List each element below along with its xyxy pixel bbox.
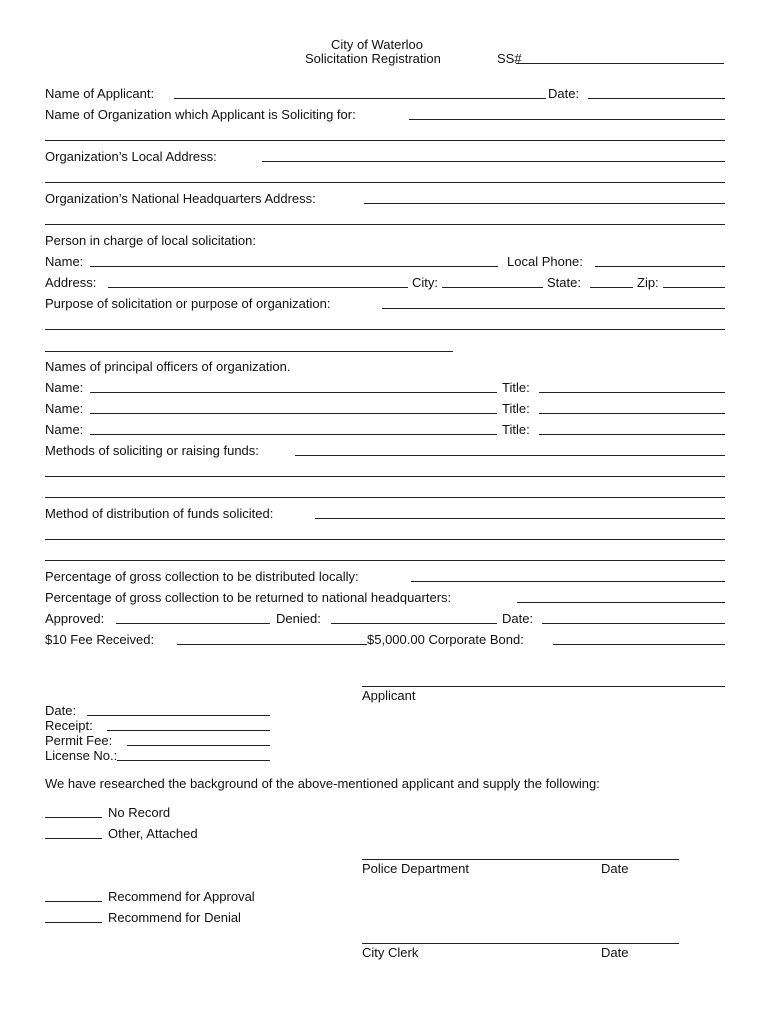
- zip-label: Zip:: [637, 275, 659, 290]
- applicant-name-field[interactable]: [174, 98, 546, 99]
- pct-local-field[interactable]: [411, 581, 725, 582]
- officer-2-name-label: Name:: [45, 401, 84, 416]
- pct-national-label: Percentage of gross collection to be returned to national headquarters:: [45, 590, 452, 605]
- principal-officers-heading: Names of principal officers of organization.: [45, 359, 291, 374]
- permit-fee-label: Permit Fee:: [45, 733, 113, 748]
- recommend-denial-blank[interactable]: [45, 922, 102, 923]
- officer-1-name-label: Name:: [45, 380, 84, 395]
- officer-3-name-field[interactable]: [90, 434, 497, 435]
- city-label: City:: [412, 275, 438, 290]
- police-signature-line[interactable]: [362, 859, 679, 860]
- national-hq-label: Organization’s National Headquarters Address:: [45, 191, 316, 206]
- distribution-field-3[interactable]: [45, 560, 725, 561]
- person-address-field[interactable]: [108, 287, 408, 288]
- purpose-field-3[interactable]: [45, 351, 453, 352]
- pct-local-label: Percentage of gross collection to be distributed locally:: [45, 569, 359, 584]
- approved-field[interactable]: [116, 623, 270, 624]
- officer-3-title-label: Title:: [502, 422, 530, 437]
- office-date-field[interactable]: [87, 715, 270, 716]
- methods-label: Methods of soliciting or raising funds:: [45, 443, 259, 458]
- local-address-label: Organization’s Local Address:: [45, 149, 217, 164]
- receipt-field[interactable]: [107, 730, 270, 731]
- organization-name-field[interactable]: [409, 119, 725, 120]
- state-field[interactable]: [590, 287, 633, 288]
- purpose-label: Purpose of solicitation or purpose of organization:: [45, 296, 331, 311]
- methods-field-3[interactable]: [45, 497, 725, 498]
- local-address-field-2[interactable]: [45, 182, 725, 183]
- recommend-approval-label: Recommend for Approval: [108, 889, 255, 904]
- other-attached-label: Other, Attached: [108, 826, 198, 841]
- officer-2-name-field[interactable]: [90, 413, 497, 414]
- other-attached-blank[interactable]: [45, 838, 102, 839]
- officer-1-title-label: Title:: [502, 380, 530, 395]
- approval-date-label: Date:: [502, 611, 534, 626]
- person-address-label: Address:: [45, 275, 97, 290]
- officer-3-name-label: Name:: [45, 422, 84, 437]
- national-hq-field-2[interactable]: [45, 224, 725, 225]
- corporate-bond-field[interactable]: [553, 644, 725, 645]
- corporate-bond-label: $5,000.00 Corporate Bond:: [367, 632, 524, 647]
- denied-field[interactable]: [331, 623, 497, 624]
- national-hq-field[interactable]: [364, 203, 725, 204]
- clerk-signature-line[interactable]: [362, 943, 679, 944]
- approved-label: Approved:: [45, 611, 105, 626]
- officer-2-title-field[interactable]: [539, 413, 725, 414]
- officer-3-title-field[interactable]: [539, 434, 725, 435]
- no-record-blank[interactable]: [45, 817, 102, 818]
- organization-name-field-2[interactable]: [45, 140, 725, 141]
- city-title: City of Waterloo: [331, 37, 423, 52]
- approval-date-field[interactable]: [542, 623, 725, 624]
- distribution-field[interactable]: [315, 518, 725, 519]
- applicant-signature-label: Applicant: [362, 688, 416, 703]
- no-record-label: No Record: [108, 805, 171, 820]
- ss-label: SS#: [497, 51, 522, 66]
- methods-field-2[interactable]: [45, 476, 725, 477]
- license-no-field[interactable]: [117, 760, 270, 761]
- purpose-field-2[interactable]: [45, 329, 725, 330]
- date-label: Date:: [548, 86, 580, 101]
- city-clerk-label: City Clerk: [362, 945, 419, 960]
- office-date-label: Date:: [45, 703, 77, 718]
- local-phone-label: Local Phone:: [507, 254, 583, 269]
- police-department-label: Police Department: [362, 861, 469, 876]
- date-field[interactable]: [588, 98, 725, 99]
- officer-2-title-label: Title:: [502, 401, 530, 416]
- license-no-label: License No.:: [45, 748, 118, 763]
- clerk-date-label: Date: [601, 945, 629, 960]
- person-in-charge-heading: Person in charge of local solicitation:: [45, 233, 257, 248]
- organization-name-label: Name of Organization which Applicant is Soliciting for:: [45, 107, 356, 122]
- fee-received-field[interactable]: [177, 644, 367, 645]
- local-address-field[interactable]: [262, 161, 725, 162]
- fee-received-label: $10 Fee Received:: [45, 632, 155, 647]
- research-statement: We have researched the background of the above-mentioned applicant and supply the following:: [45, 776, 600, 791]
- applicant-signature-line[interactable]: [362, 686, 725, 687]
- distribution-field-2[interactable]: [45, 539, 725, 540]
- local-phone-field[interactable]: [595, 266, 725, 267]
- person-name-label: Name:: [45, 254, 84, 269]
- city-field[interactable]: [442, 287, 543, 288]
- pct-national-field[interactable]: [517, 602, 725, 603]
- denied-label: Denied:: [276, 611, 321, 626]
- receipt-label: Receipt:: [45, 718, 93, 733]
- officer-1-name-field[interactable]: [90, 392, 497, 393]
- permit-fee-field[interactable]: [127, 745, 270, 746]
- applicant-name-label: Name of Applicant:: [45, 86, 155, 101]
- recommend-denial-label: Recommend for Denial: [108, 910, 241, 925]
- purpose-field[interactable]: [382, 308, 725, 309]
- distribution-label: Method of distribution of funds solicited:: [45, 506, 274, 521]
- state-label: State:: [547, 275, 581, 290]
- ss-field[interactable]: [516, 63, 724, 64]
- recommend-approval-blank[interactable]: [45, 901, 102, 902]
- police-date-label: Date: [601, 861, 629, 876]
- form-title: Solicitation Registration: [305, 51, 441, 66]
- officer-1-title-field[interactable]: [539, 392, 725, 393]
- methods-field[interactable]: [295, 455, 725, 456]
- person-name-field[interactable]: [90, 266, 498, 267]
- zip-field[interactable]: [663, 287, 725, 288]
